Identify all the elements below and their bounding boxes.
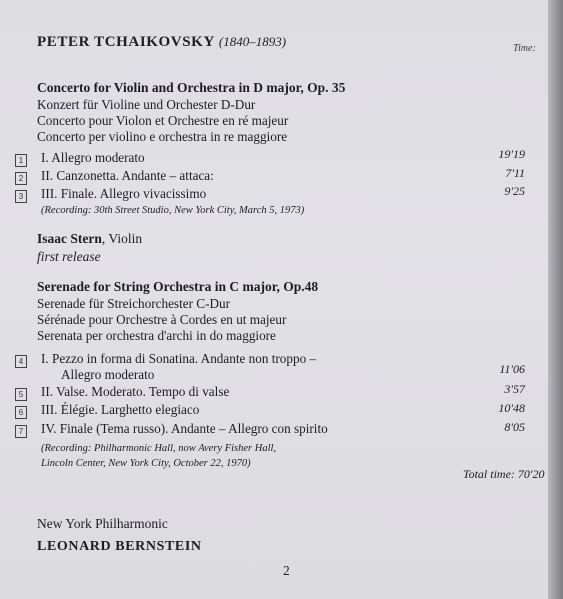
total-time: Total time: 70'20 — [463, 467, 545, 481]
track-title: III. Finale. Allegro vivacissimo — [41, 186, 207, 201]
track-duration: 19'19 — [498, 147, 525, 161]
track-number: 3 — [15, 190, 27, 203]
page-number: 2 — [283, 563, 290, 578]
track-duration: 10'48 — [498, 401, 525, 415]
track-title-continued: Allegro moderato — [61, 367, 155, 382]
composer-dates: (1840–1893) — [218, 34, 287, 49]
work-subtitle: Serenata per orchestra d'archi in do maggiore — [37, 328, 276, 343]
page-edge — [548, 0, 563, 599]
track-number: 4 — [15, 355, 27, 368]
soloist — [37, 231, 142, 247]
track-number: 6 — [15, 406, 27, 419]
work-subtitle: Konzert für Violine und Orchester D-Dur — [37, 97, 256, 112]
work-title-serenade: Serenade for String Orchestra in C major, Op.48 — [37, 279, 319, 294]
work-subtitle: Serenade für Streichorchester C-Dur — [37, 296, 230, 311]
track-number: 1 — [15, 154, 27, 167]
recording-note: (Recording: 30th Street Studio, New York City, March 5, 1973) — [41, 205, 305, 216]
track-number: 7 — [15, 425, 27, 438]
work-subtitle: Concerto pour Violon et Orchestre en ré majeur — [37, 113, 289, 128]
recording-note: (Recording: Philharmonic Hall, now Avery Fisher Hall, — [41, 443, 277, 454]
track-title: I. Pezzo in forma di Sonatina. Andante non troppo – — [41, 351, 317, 366]
time-column-label: Time: — [513, 43, 536, 54]
track-title: II. Canzonetta. Andante – attaca: — [41, 168, 214, 183]
conductor-name: LEONARD BERNSTEIN — [37, 539, 202, 554]
work-subtitle: Sérénade pour Orchestre à Cordes en ut majeur — [37, 312, 287, 327]
track-title: II. Valse. Moderato. Tempo di valse — [41, 384, 230, 399]
track-title: I. Allegro moderato — [41, 150, 145, 165]
track-duration: 11'06 — [499, 362, 525, 376]
soloist-name: Isaac Stern — [37, 231, 102, 246]
track-duration: 3'57 — [504, 382, 525, 396]
recording-note: Lincoln Center, New York City, October 22, 1970) — [41, 458, 251, 469]
track-duration: 8'05 — [504, 420, 525, 434]
track-duration: 9'25 — [504, 184, 525, 198]
composer-name: PETER TCHAIKOVSKY — [37, 34, 215, 50]
work-subtitle: Concerto per violino e orchestra in re maggiore — [37, 129, 288, 144]
track-duration: 7'11 — [505, 166, 525, 180]
soloist-instrument: , Violin — [101, 231, 143, 246]
release-note: first release — [37, 249, 101, 264]
track-number: 2 — [15, 172, 27, 185]
track-title: IV. Finale (Tema russo). Andante – Allegro con spirito — [41, 421, 328, 436]
track-title: III. Élégie. Larghetto elegiaco — [41, 402, 200, 417]
orchestra-name: New York Philharmonic — [37, 516, 168, 531]
work-title-violin-concerto: Concerto for Violin and Orchestra in D major, Op. 35 — [37, 80, 346, 95]
composer-heading — [37, 34, 286, 51]
track-number: 5 — [15, 388, 27, 401]
